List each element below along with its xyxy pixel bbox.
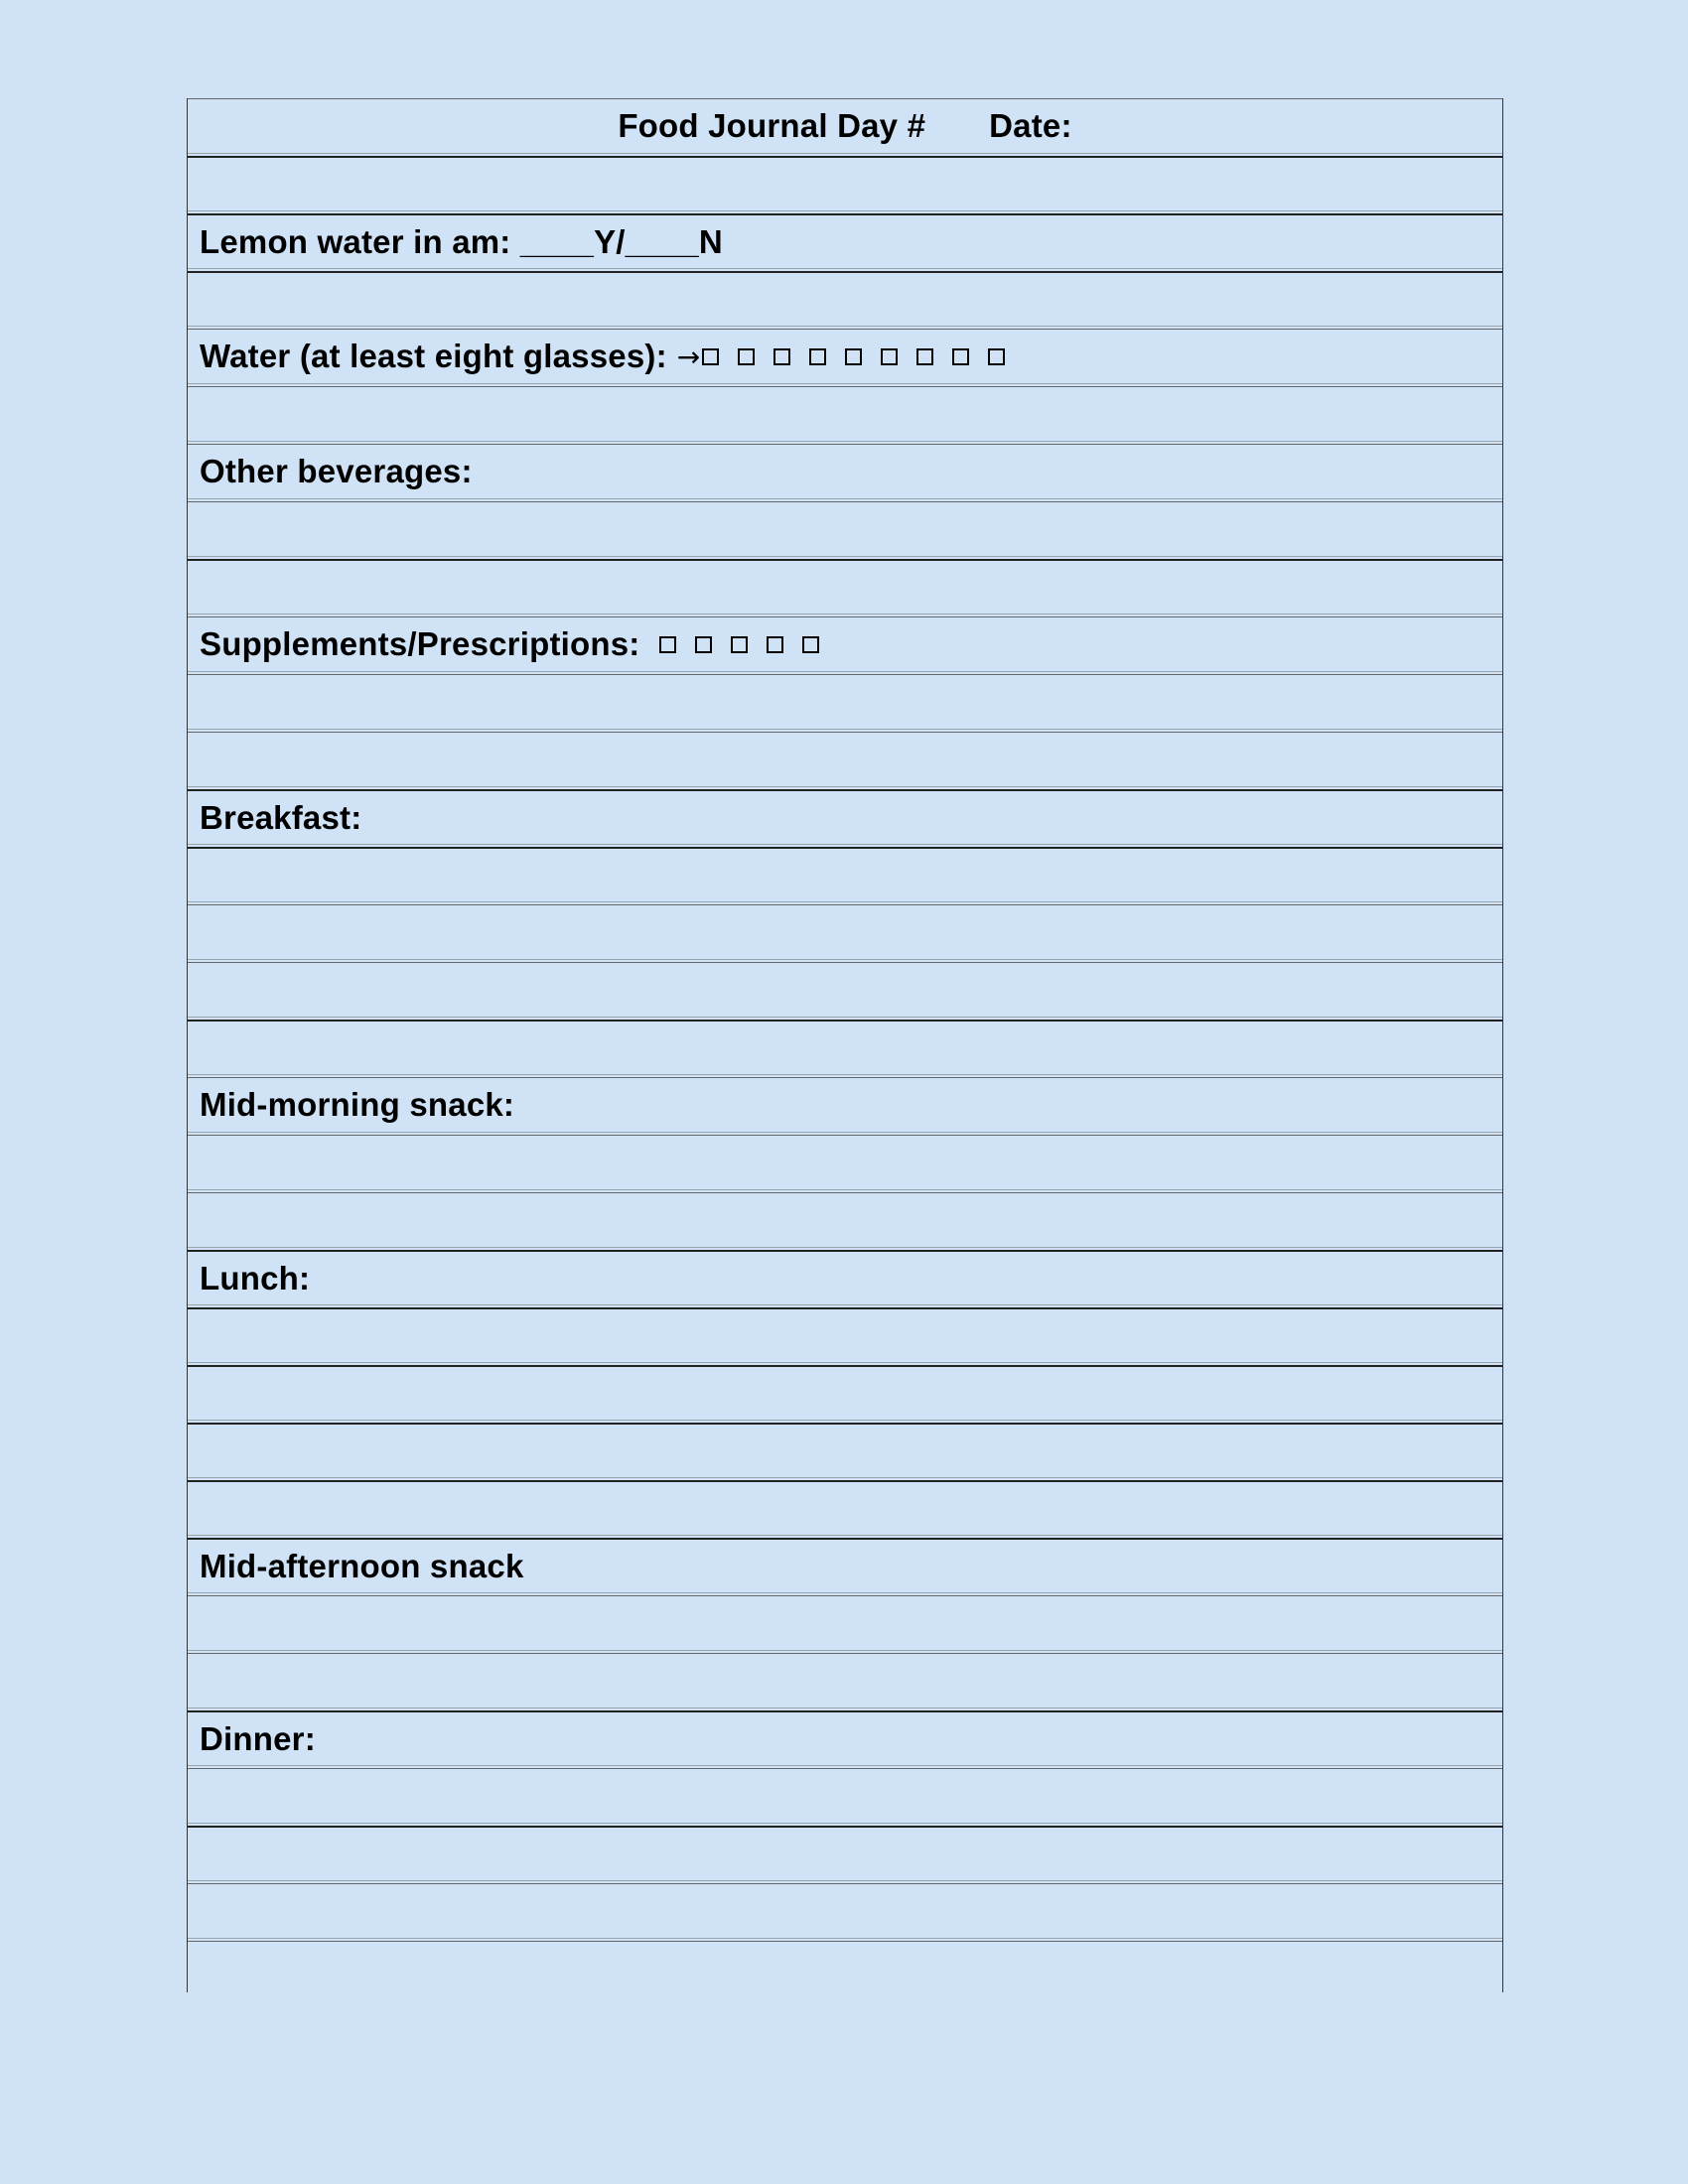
journal-title: Food Journal Day # xyxy=(618,107,926,144)
water-glass-checkbox-4[interactable] xyxy=(809,348,826,365)
water-glass-checkbox-2[interactable] xyxy=(738,348,755,365)
mid-morning-snack-row xyxy=(188,1077,1502,1133)
supplements-label: Supplements/Prescriptions: xyxy=(200,625,640,662)
water-glass-checkbox-8[interactable] xyxy=(952,348,969,365)
mid-afternoon-snack-label: Mid-afternoon snack xyxy=(200,1547,524,1584)
entry-line[interactable] xyxy=(188,501,1502,557)
supplement-checkbox-3[interactable] xyxy=(731,636,748,653)
entry-line[interactable] xyxy=(188,386,1502,442)
dinner-row xyxy=(188,1710,1502,1766)
water-row xyxy=(188,329,1502,384)
breakfast-label: Breakfast: xyxy=(200,798,362,836)
entry-line[interactable] xyxy=(188,1423,1502,1478)
entry-line[interactable] xyxy=(188,847,1502,902)
supplement-checkbox-2[interactable] xyxy=(695,636,712,653)
water-checkboxes xyxy=(677,341,1024,373)
entry-line[interactable] xyxy=(188,1941,1502,1992)
water-glass-checkbox-5[interactable] xyxy=(845,348,862,365)
supplements-row xyxy=(188,616,1502,672)
entry-line[interactable] xyxy=(188,1020,1502,1075)
water-glass-checkbox-7[interactable] xyxy=(916,348,933,365)
entry-line[interactable] xyxy=(188,1653,1502,1708)
entry-line[interactable] xyxy=(188,962,1502,1018)
date-entry-line[interactable] xyxy=(188,156,1502,211)
entry-line[interactable] xyxy=(188,1883,1502,1939)
entry-line[interactable] xyxy=(188,1365,1502,1421)
supplement-checkboxes xyxy=(659,636,838,653)
entry-line[interactable] xyxy=(188,904,1502,960)
entry-line[interactable] xyxy=(188,271,1502,327)
entry-line[interactable] xyxy=(188,1826,1502,1881)
entry-line[interactable] xyxy=(188,732,1502,787)
supplement-checkbox-5[interactable] xyxy=(802,636,819,653)
entry-line[interactable] xyxy=(188,1192,1502,1248)
water-glass-checkbox-1[interactable] xyxy=(702,348,719,365)
entry-line[interactable] xyxy=(188,1480,1502,1536)
food-journal-form xyxy=(187,98,1503,1992)
supplement-checkbox-4[interactable] xyxy=(767,636,783,653)
breakfast-row xyxy=(188,789,1502,845)
entry-line[interactable] xyxy=(188,1768,1502,1824)
supplement-checkbox-1[interactable] xyxy=(659,636,676,653)
water-label: Water (at least eight glasses): xyxy=(200,338,667,374)
lemon-water-row[interactable] xyxy=(188,213,1502,269)
lunch-row xyxy=(188,1250,1502,1305)
entry-line[interactable] xyxy=(188,1595,1502,1651)
journal-header-row xyxy=(188,98,1502,154)
dinner-label: Dinner: xyxy=(200,1719,316,1757)
other-beverages-row xyxy=(188,444,1502,499)
entry-line[interactable] xyxy=(188,1135,1502,1190)
water-glass-checkbox-9[interactable] xyxy=(988,348,1005,365)
water-glass-checkbox-3[interactable] xyxy=(774,348,790,365)
mid-morning-snack-label: Mid-morning snack: xyxy=(200,1086,515,1123)
date-label: Date: xyxy=(989,107,1072,144)
entry-line[interactable] xyxy=(188,674,1502,730)
water-glass-checkbox-6[interactable] xyxy=(881,348,898,365)
other-beverages-label: Other beverages: xyxy=(200,453,473,489)
lemon-water-label: Lemon water in am: ____Y/____N xyxy=(200,222,723,260)
arrow-icon: → xyxy=(676,340,701,373)
lunch-label: Lunch: xyxy=(200,1259,311,1297)
entry-line[interactable] xyxy=(188,559,1502,614)
entry-line[interactable] xyxy=(188,1307,1502,1363)
mid-afternoon-snack-row xyxy=(188,1538,1502,1593)
